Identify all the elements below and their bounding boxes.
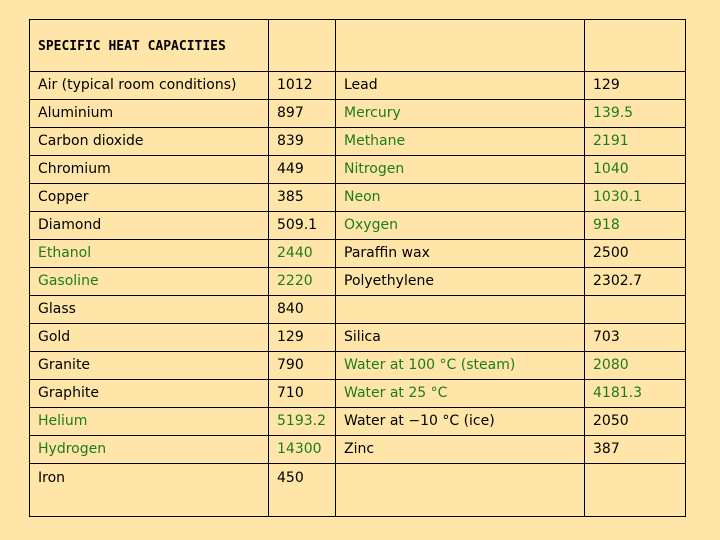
material-name-cell: Polyethylene [336,268,585,296]
table-row [30,352,686,380]
heat-value-cell: 509.1 [269,212,336,240]
material-name-cell: Water at 100 °C (steam) [336,352,585,380]
heat-value-cell: 2500 [585,240,686,268]
material-name-cell: Hydrogen [30,436,269,464]
material-name-cell: Air (typical room conditions) [30,72,269,100]
material-name-cell: Helium [30,408,269,436]
material-name-cell: Oxygen [336,212,585,240]
heat-value-cell: 703 [585,324,686,352]
table-row [30,436,686,464]
heat-value-cell: 2302.7 [585,268,686,296]
material-name-cell: Graphite [30,380,269,408]
material-name-cell: Carbon dioxide [30,128,269,156]
heat-value-cell: 14300 [269,436,336,464]
material-name-cell: Lead [336,72,585,100]
material-name-cell: Copper [30,184,269,212]
empty-cell [585,20,686,72]
empty-cell [336,20,585,72]
table-row [30,408,686,436]
material-name-cell: Paraffin wax [336,240,585,268]
title-row [30,20,686,72]
material-name-cell: Zinc [336,436,585,464]
empty-cell [269,20,336,72]
material-name-cell: Mercury [336,100,585,128]
material-name-cell [336,464,585,517]
heat-value-cell: 385 [269,184,336,212]
material-name-cell: Diamond [30,212,269,240]
heat-value-cell [585,464,686,517]
material-name-cell: Gasoline [30,268,269,296]
table-row [30,296,686,324]
material-name-cell: Water at 25 °C [336,380,585,408]
heat-value-cell: 387 [585,436,686,464]
material-name-cell: Silica [336,324,585,352]
heat-value-cell: 710 [269,380,336,408]
heat-value-cell [585,296,686,324]
material-name-cell: Iron [30,464,269,517]
material-name-cell: Neon [336,184,585,212]
heat-value-cell: 840 [269,296,336,324]
heat-value-cell: 1030.1 [585,184,686,212]
material-name-cell [336,296,585,324]
material-name-cell: Chromium [30,156,269,184]
heat-value-cell: 2050 [585,408,686,436]
heat-value-cell: 790 [269,352,336,380]
heat-value-cell: 5193.2 [269,408,336,436]
heat-value-cell: 449 [269,156,336,184]
table-row [30,324,686,352]
table-row [30,100,686,128]
table-row [30,380,686,408]
table-row [30,72,686,100]
table-row [30,128,686,156]
table-row [30,464,686,517]
heat-value-cell: 2220 [269,268,336,296]
heat-value-cell: 839 [269,128,336,156]
table-row [30,156,686,184]
material-name-cell: Methane [336,128,585,156]
heat-value-cell: 4181.3 [585,380,686,408]
heat-value-cell: 129 [585,72,686,100]
material-name-cell: Nitrogen [336,156,585,184]
heat-value-cell: 918 [585,212,686,240]
specific-heat-table [29,19,686,517]
heat-value-cell: 897 [269,100,336,128]
table-title: SPECIFIC HEAT CAPACITIES [30,20,269,72]
table-row [30,240,686,268]
heat-value-cell: 450 [269,464,336,517]
heat-value-cell: 2440 [269,240,336,268]
heat-value-cell: 2080 [585,352,686,380]
heat-value-cell: 129 [269,324,336,352]
heat-value-cell: 2191 [585,128,686,156]
material-name-cell: Water at −10 °C (ice) [336,408,585,436]
heat-value-cell: 1040 [585,156,686,184]
material-name-cell: Gold [30,324,269,352]
material-name-cell: Aluminium [30,100,269,128]
material-name-cell: Glass [30,296,269,324]
material-name-cell: Ethanol [30,240,269,268]
table-row [30,268,686,296]
material-name-cell: Granite [30,352,269,380]
table-row [30,212,686,240]
heat-value-cell: 139.5 [585,100,686,128]
heat-value-cell: 1012 [269,72,336,100]
table-row [30,184,686,212]
